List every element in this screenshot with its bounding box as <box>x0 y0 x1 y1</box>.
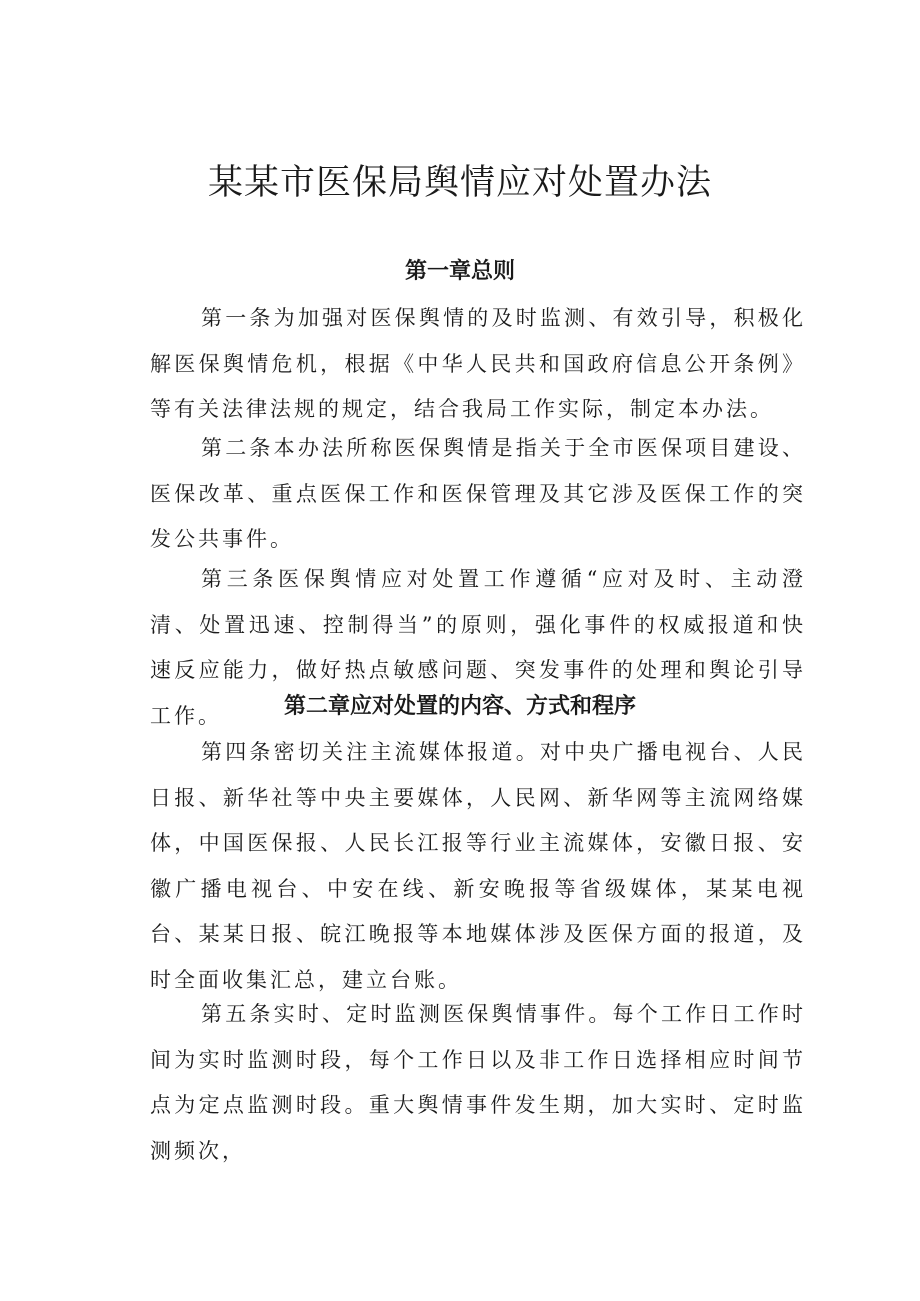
document-title: 某某市医保局舆情应对处置办法 <box>207 163 712 203</box>
article-paragraph: 第三条医保舆情应对处置工作遵循“应对及时、主动澄清、处置迅速、控制得当”的原则，强化事件的权威报道和快速反应能力，做好热点敏感问题、突发事件的处理和舆论引导工作。 <box>150 567 806 728</box>
article-paragraph: 第四条密切关注主流媒体报道。对中央广播电视台、人民日报、新华社等中央主要媒体，人民网、新华网等主流网络媒体，中国医保报、人民长江报等行业主流媒体，安徽日报、安徽广播电视台、中安在线、新安晚报等省级媒体，某某电视台、某某日报、皖江晚报等本地媒体涉及医保方面的报道，及时全面收集汇总，建立台账。 <box>150 740 806 992</box>
article-paragraph: 第一条为加强对医保舆情的及时监测、有效引导，积极化解医保舆情危机，根据《中华人民共和国政府信息公开条例》等有关法律法规的规定，结合我局工作实际，制定本办法。 <box>150 306 806 421</box>
article-paragraph: 第五条实时、定时监测医保舆情事件。每个工作日工作时间为实时监测时段，每个工作日以及非工作日选择相应时间节点为定点监测时段。重大舆情事件发生期，加大实时、定时监测频次， <box>150 1002 806 1163</box>
article-paragraph: 第二条本办法所称医保舆情是指关于全市医保项目建设、医保改革、重点医保工作和医保管理及其它涉及医保工作的突发公共事件。 <box>150 436 806 551</box>
chapter-heading: 第二章应对处置的内容、方式和程序 <box>283 694 636 719</box>
chapter-heading: 第一章总则 <box>404 259 515 284</box>
